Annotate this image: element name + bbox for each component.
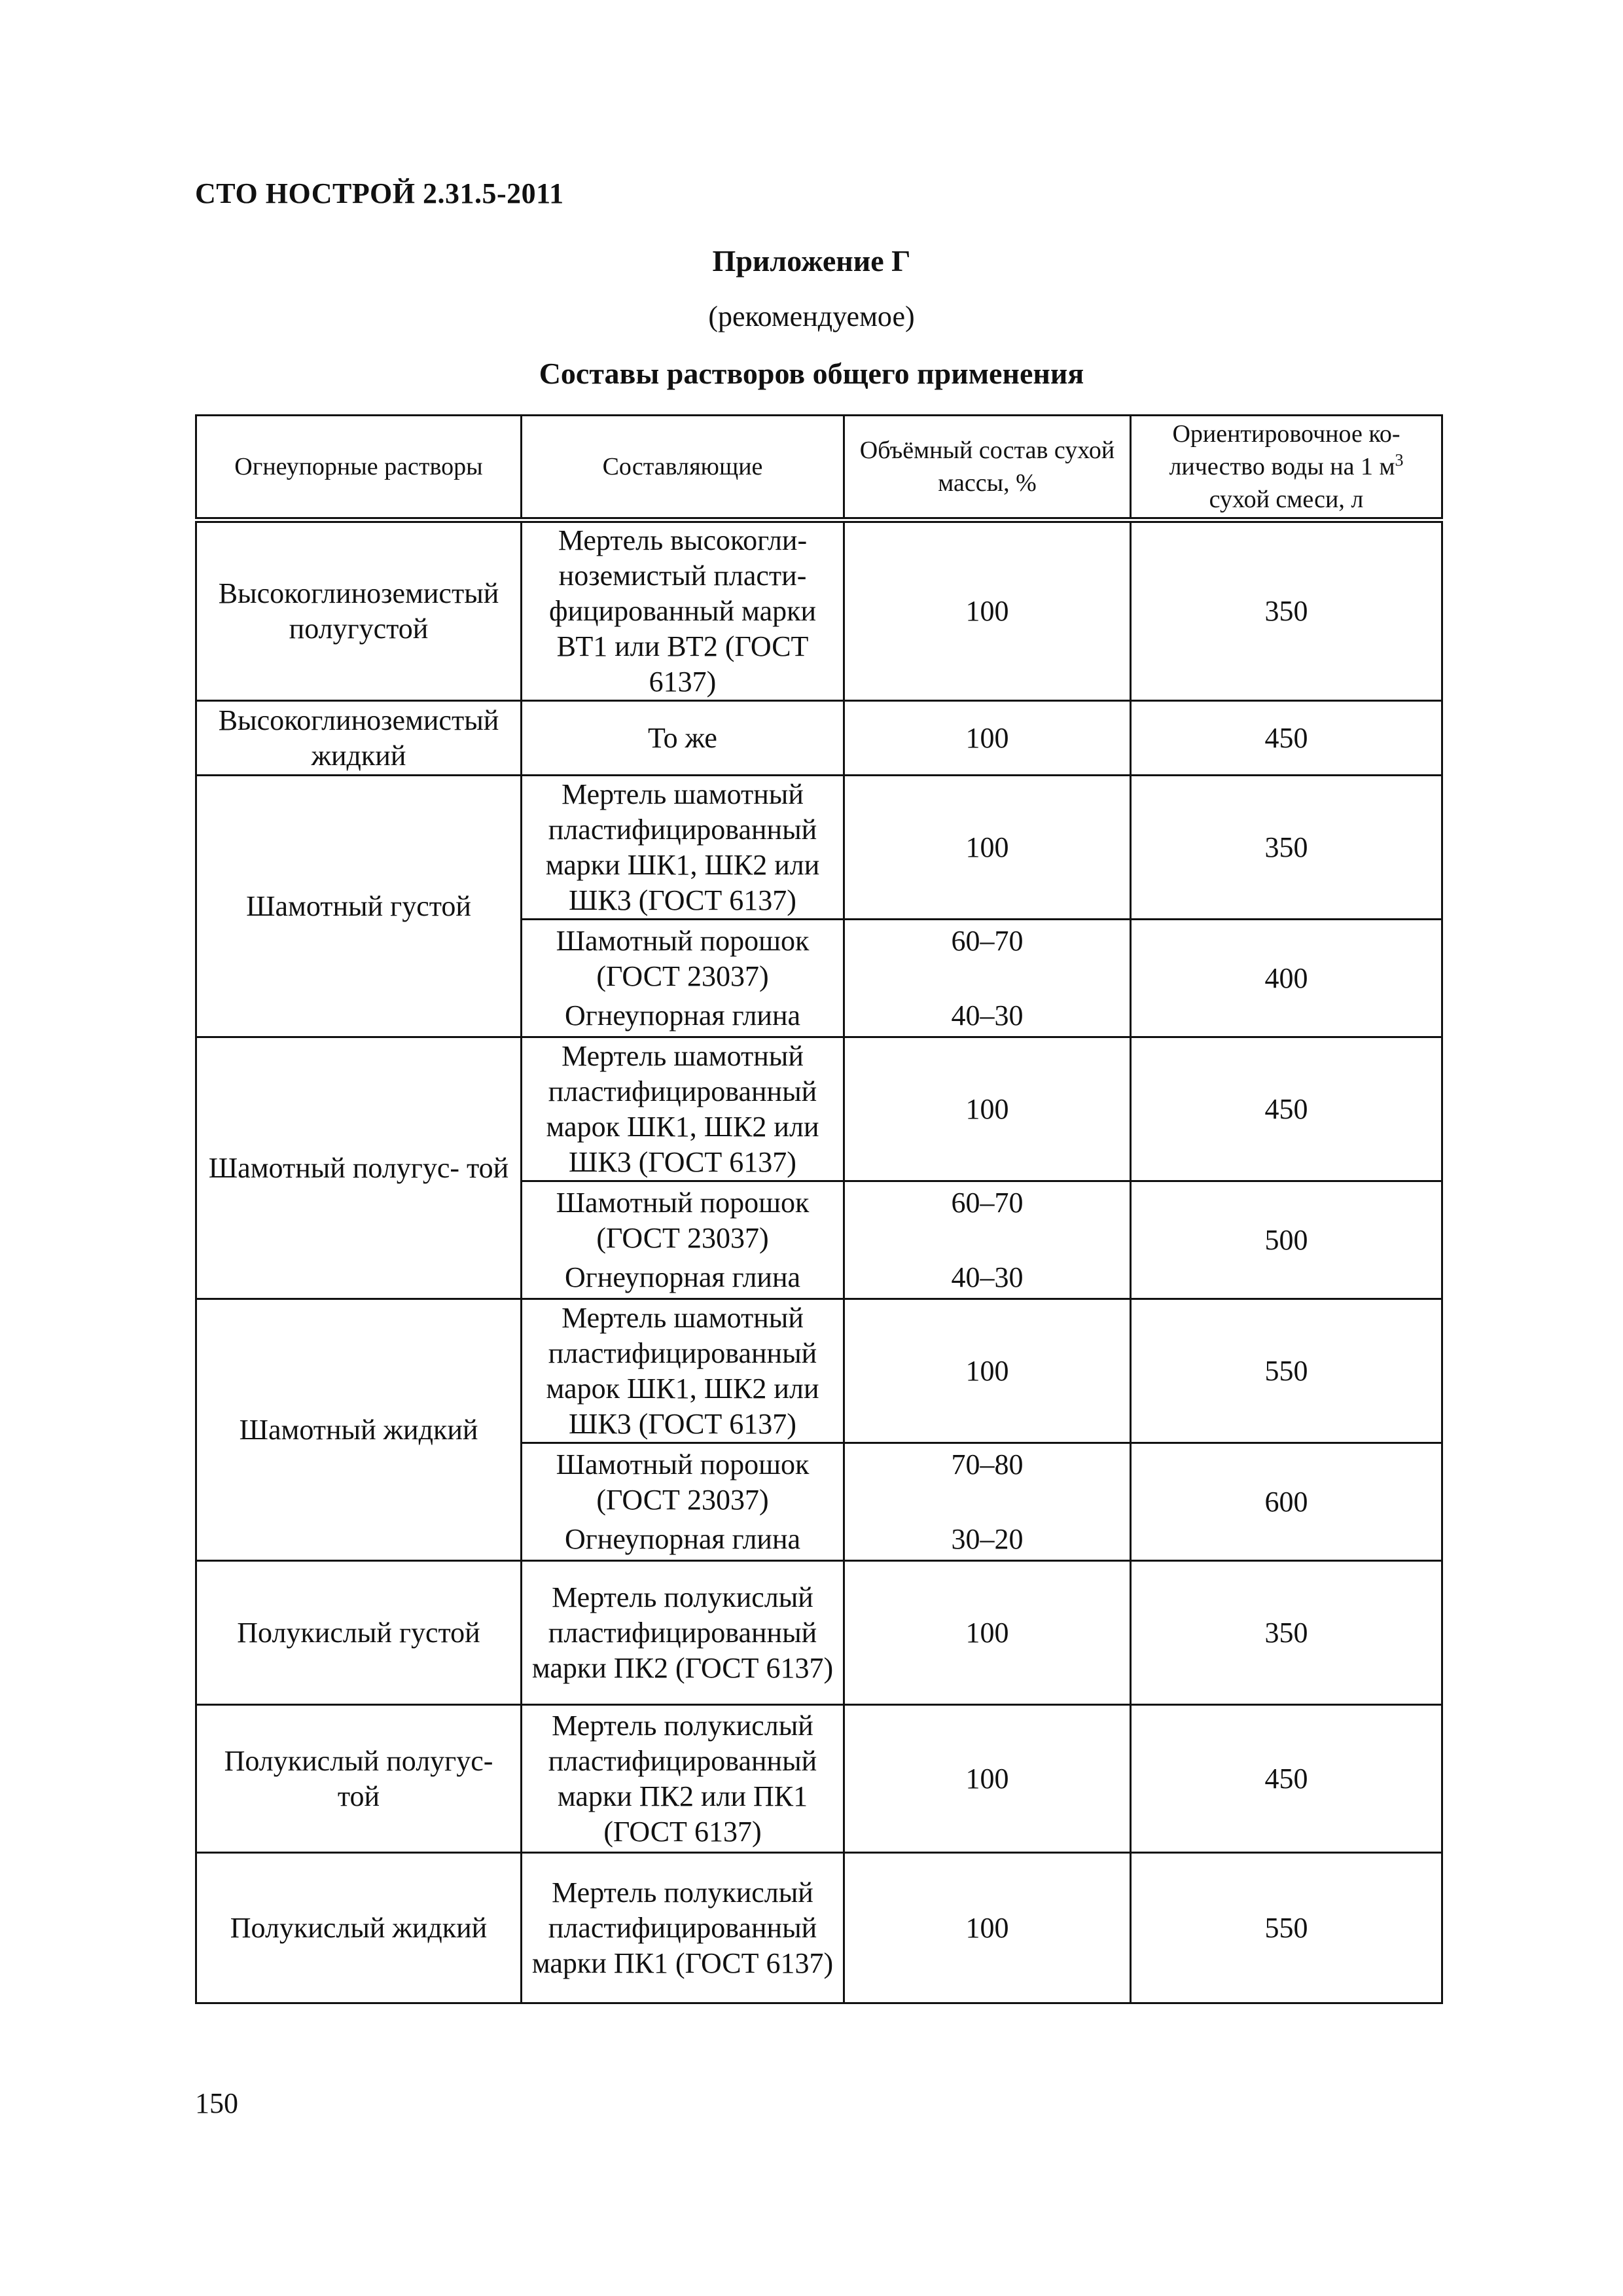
component-group [522,1443,844,1561]
component: Шамотный порошок (ГОСТ 23037) [556,924,810,992]
water-value: 600 [1131,1443,1442,1561]
header-dry-mass-share: Объёмный состав сухой массы, % [844,416,1131,520]
table-row [196,1299,1442,1443]
component: То же [522,701,844,776]
share-value: 100 [844,1561,1131,1705]
component-group [522,1181,844,1299]
composition-table [195,414,1443,2004]
water-value: 350 [1131,776,1442,920]
component: Огнеупорная глина [564,1261,801,1293]
water-value: 400 [1131,920,1442,1037]
mortar-name: Шамотный полугус- той [196,1037,522,1299]
share-value: 100 [844,1037,1131,1181]
water-value: 450 [1131,1705,1442,1853]
share-group [844,920,1131,1037]
table-row [196,1853,1442,2003]
component: Мертель шамотный пластифицированный марки ШК1, ШК2 или ШК3 (ГОСТ 6137) [522,776,844,920]
appendix-title: Приложение Г [712,244,911,278]
mortar-name: Шамотный жидкий [196,1299,522,1561]
component: Мертель высокогли- ноземистый пласти- фицированный марки ВТ1 или ВТ2 (ГОСТ 6137) [522,520,844,701]
share-value: 100 [844,520,1131,701]
mortar-name: Шамотный густой [196,776,522,1037]
share-value: 60–70 [951,924,1024,957]
water-value: 550 [1131,1853,1442,2003]
share-value: 40–30 [951,999,1024,1031]
share-value: 70–80 [951,1448,1024,1480]
share-value: 100 [844,1853,1131,2003]
appendix-note: (рекомендуемое) [708,300,915,332]
component: Шамотный порошок (ГОСТ 23037) [556,1186,810,1254]
share-value: 100 [844,1299,1131,1443]
header-water-amount: Ориентировочное ко- личество воды на 1 $м^3$ сухой смеси, л [1131,416,1442,520]
component: Мертель полукислый пластифицированный марки ПК2 или ПК1 (ГОСТ 6137) [522,1705,844,1853]
table-row [196,776,1442,920]
table-title: Составы растворов общего применения [539,357,1084,390]
share-value: 30–20 [951,1522,1024,1555]
mortar-name: Полукислый густой [196,1561,522,1705]
water-value: 450 [1131,1037,1442,1181]
component-group [522,920,844,1037]
share-value: 60–70 [951,1186,1024,1219]
share-value: 100 [844,776,1131,920]
component: Мертель полукислый пластифицированный марки ПК1 (ГОСТ 6137) [522,1853,844,2003]
component: Огнеупорная глина [564,999,801,1031]
table-row [196,701,1442,776]
component: Мертель шамотный пластифицированный марок ШК1, ШК2 или ШК3 (ГОСТ 6137) [522,1299,844,1443]
header-components: Составляющие [522,416,844,520]
mortar-name: Полукислый жидкий [196,1853,522,2003]
water-value: 500 [1131,1181,1442,1299]
water-value: 450 [1131,701,1442,776]
component: Огнеупорная глина [564,1522,801,1555]
share-value: 100 [844,1705,1131,1853]
table-row [196,520,1442,701]
component: Шамотный порошок (ГОСТ 23037) [556,1448,810,1516]
table-header-row [196,416,1442,520]
component: Мертель полукислый пластифицированный марки ПК2 (ГОСТ 6137) [522,1561,844,1705]
document-code: СТО НОСТРОЙ 2.31.5-2011 [195,177,564,209]
share-value: 100 [844,701,1131,776]
table-row [196,1705,1442,1853]
table-row [196,1561,1442,1705]
water-value: 350 [1131,1561,1442,1705]
component: Мертель шамотный пластифицированный марок ШК1, ШК2 или ШК3 (ГОСТ 6137) [522,1037,844,1181]
page-number: 150 [195,2087,238,2119]
water-value: 350 [1131,520,1442,701]
mortar-name: Полукислый полугус- той [196,1705,522,1853]
share-value: 40–30 [951,1261,1024,1293]
header-mortar-type: Огнеупорные растворы [196,416,522,520]
share-group [844,1181,1131,1299]
mortar-name: Высокоглиноземистый жидкий [196,701,522,776]
water-value: 550 [1131,1299,1442,1443]
mortar-name: Высокоглиноземистый полугустой [196,520,522,701]
share-group [844,1443,1131,1561]
table-row [196,1037,1442,1181]
